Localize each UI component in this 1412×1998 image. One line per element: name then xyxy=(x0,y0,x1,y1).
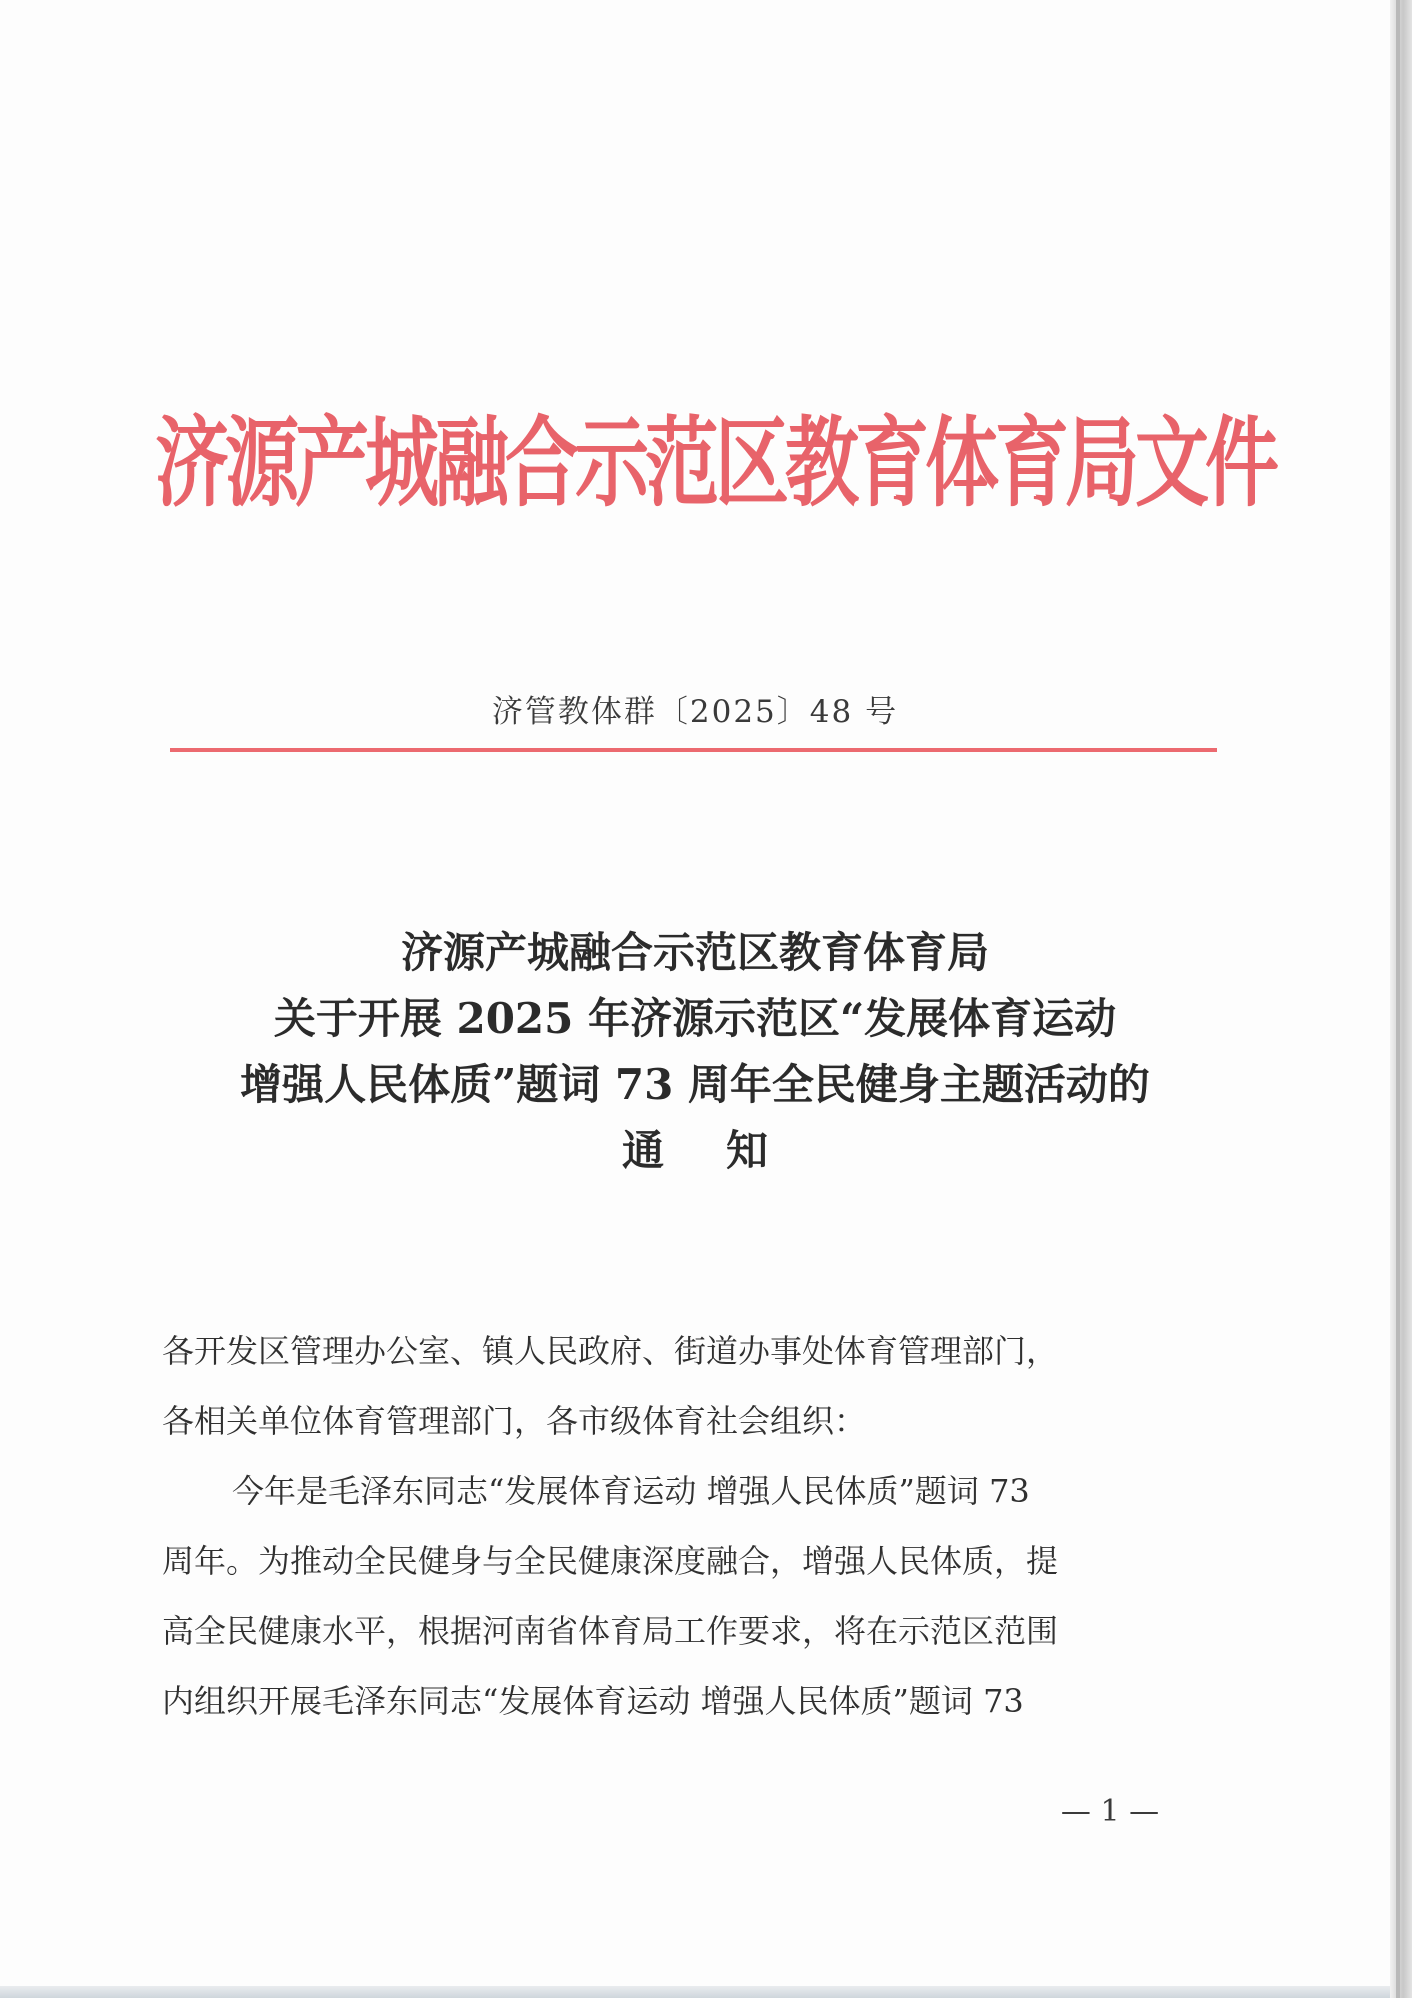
scan-bottom-edge xyxy=(0,1986,1390,1998)
title-line: 增强人民体质”题词 73 周年全民健身主题活动的 xyxy=(240,1060,1150,1109)
document-body xyxy=(162,1316,1232,1736)
document-title xyxy=(140,920,1250,1184)
document-masthead: 济源产城融合示范区教育体育局文件 xyxy=(155,407,1275,521)
page-number: — 1 — xyxy=(1060,1794,1160,1829)
paragraph-line: 高全民健康水平，根据河南省体育局工作要求，将在示范区范围 xyxy=(162,1612,1059,1650)
scan-edge-stripe xyxy=(1396,0,1400,1998)
red-separator-line xyxy=(170,748,1217,752)
salutation-line: 各开发区管理办公室、镇人民政府、街道办事处体育管理部门， xyxy=(162,1332,1059,1370)
document-number: 济管教体群〔2025〕48 号 xyxy=(491,694,899,730)
title-notice-word: 通知 xyxy=(621,1126,830,1175)
scan-right-edge xyxy=(1390,0,1412,1998)
title-line: 济源产城融合示范区教育体育局 xyxy=(400,928,989,977)
salutation-line: 各相关单位体育管理部门，各市级体育社会组织： xyxy=(162,1402,867,1440)
title-line: 关于开展 2025 年济源示范区“发展体育运动 xyxy=(273,994,1117,1043)
paragraph-line: 周年。为推动全民健身与全民健康深度融合，增强人民体质，提 xyxy=(162,1542,1059,1580)
paragraph-line: 今年是毛泽东同志“发展体育运动 增强人民体质”题词 73 xyxy=(232,1472,1030,1510)
paragraph-line: 内组织开展毛泽东同志“发展体育运动 增强人民体质”题词 73 xyxy=(162,1682,1024,1720)
